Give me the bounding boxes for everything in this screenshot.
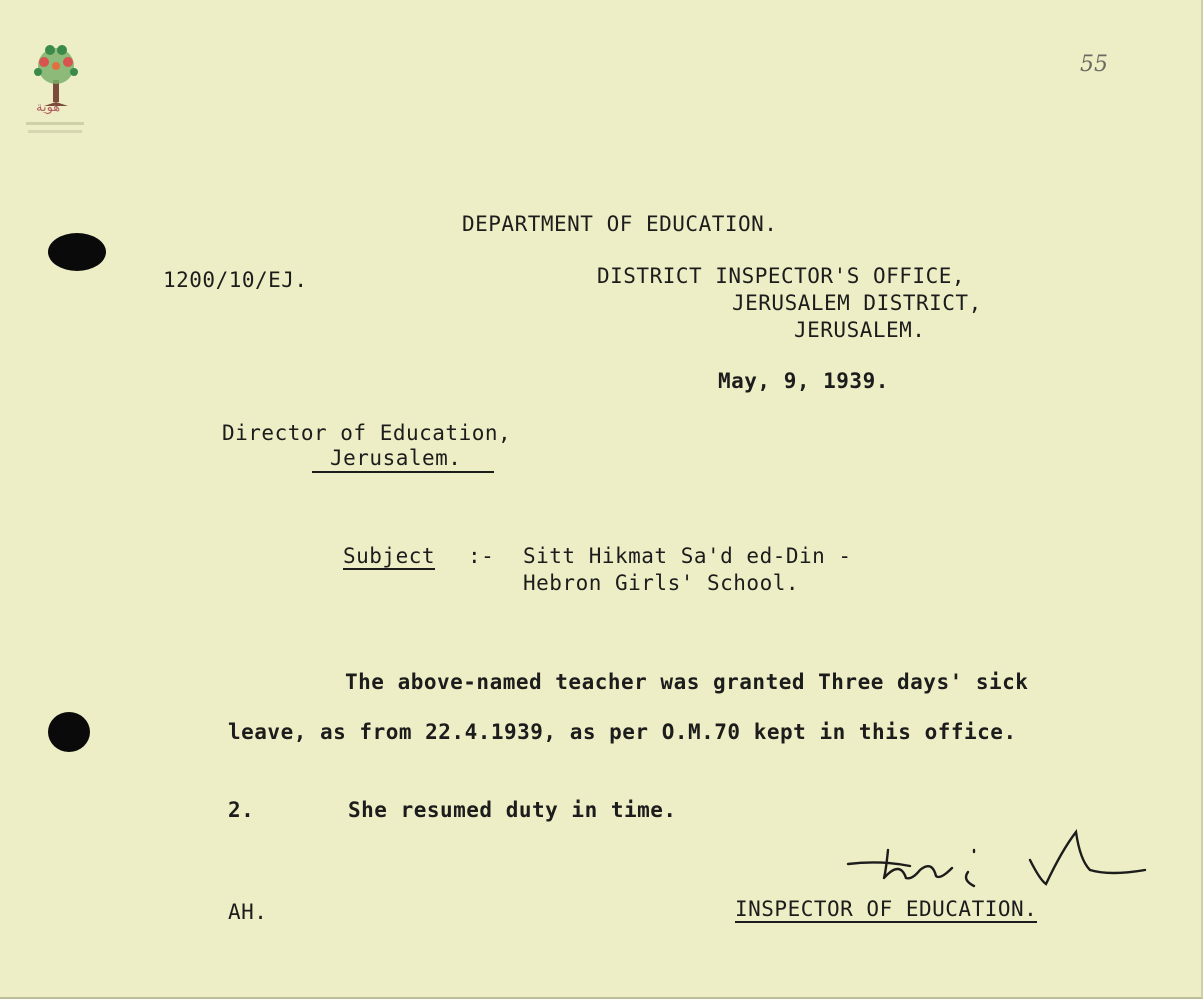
typist-initials: AH. (228, 900, 268, 924)
logo-caption-line (28, 130, 82, 133)
body-paragraph-1-line-2: leave, as from 22.4.1939, as per O.M.70 kept in this office. (228, 720, 1017, 744)
page-number: 55 (1080, 52, 1108, 77)
office-line-2: JERUSALEM DISTRICT, (732, 291, 982, 315)
punch-hole-top (48, 233, 106, 271)
file-reference: 1200/10/EJ. (163, 268, 308, 292)
addressee-line-1: Director of Education, (222, 421, 512, 445)
office-line-3: JERUSALEM. (794, 318, 926, 342)
punch-hole-bottom (48, 712, 90, 752)
subject-line-2: Hebron Girls' School. (523, 571, 800, 595)
letter-date: May, 9, 1939. (718, 369, 889, 393)
subject-separator: :- (468, 544, 495, 568)
addressee-line-2: Jerusalem. (330, 446, 462, 470)
signatory-title: INSPECTOR OF EDUCATION. (735, 897, 1038, 921)
paragraph-2-text: She resumed duty in time. (348, 798, 677, 822)
subject-label: Subject (343, 544, 436, 568)
body-paragraph-1-line-1: The above-named teacher was granted Three days' sick (345, 670, 1029, 694)
handwritten-signature (840, 820, 1160, 900)
department-heading: DEPARTMENT OF EDUCATION. (462, 212, 778, 236)
logo-caption-line (26, 122, 84, 125)
office-line-1: DISTRICT INSPECTOR'S OFFICE, (597, 264, 966, 288)
subject-line-1: Sitt Hikmat Sa'd ed-Din - (523, 544, 852, 568)
addressee-underline (312, 471, 494, 473)
logo-arabic-text: هوية (36, 100, 61, 115)
paragraph-2-number: 2. (228, 798, 255, 822)
